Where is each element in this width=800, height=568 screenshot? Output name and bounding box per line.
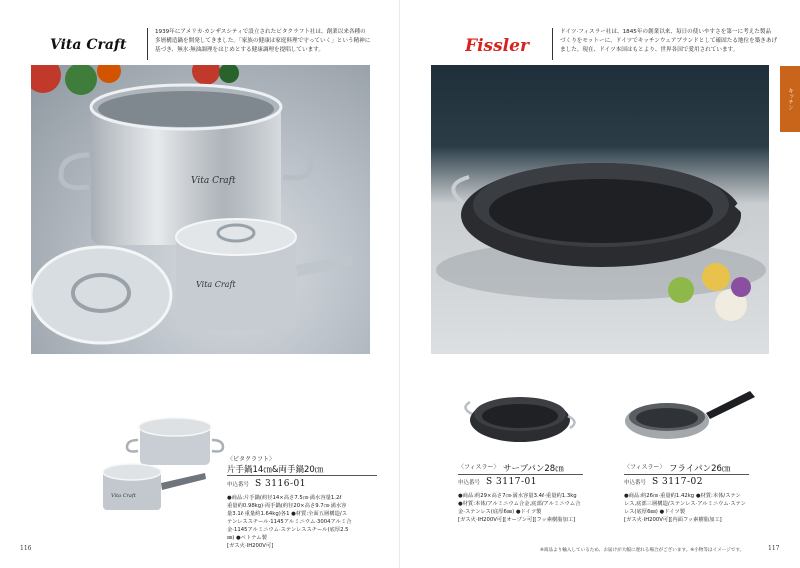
desc-line: ●材質:本体/アルミニウム合金,底部/アルミニウム合	[458, 501, 581, 507]
fissler-frying-pan-desc	[624, 492, 764, 524]
right-intro-text: ドイツ·フィスラー社は、1845年の創業以来、毎日の使いやすさを第一に考えた製品 づくりをモットーに、ドイツでキッチンウェアブランドとして確固たる地位を築きあげ ました。現在、ドイツ本国はもとより、世界各国で愛用されています。	[560, 29, 778, 53]
vitacraft-logo	[50, 34, 140, 54]
code-label: 申込番号	[624, 480, 647, 486]
desc-line: ●商品:約26㎝·重量約1.42kg ●材質:本体/ステン	[624, 493, 741, 499]
vitacraft-product-desc	[227, 494, 382, 550]
fissler-serve-pan-code-row	[458, 477, 537, 487]
desc-line: テンレススチール·1145アルミニウム·3004アルミ合	[227, 519, 352, 525]
desc-line: 金·1145アルミニウム·ステンレススチール(底厚2.5	[227, 527, 349, 533]
right-hero-photo	[431, 65, 769, 354]
product-name-rule	[227, 475, 377, 476]
product-name-rule	[624, 474, 749, 475]
desc-line: [ガス火·IH200V可][オーブン可][フッ素樹脂加工]	[458, 517, 576, 523]
code-label: 申込番号	[458, 480, 481, 486]
code-label: 申込番号	[227, 482, 250, 488]
vitacraft-logo-text: Vita Craft	[50, 37, 127, 53]
fissler-logo-text: Fissler	[465, 36, 529, 56]
left-page-number: 116	[20, 545, 32, 552]
desc-line: 量3.1ℓ·重量約1.64kg)各1 ●材質:全面五層構造/ス	[227, 511, 347, 517]
left-intro-divider	[147, 28, 148, 60]
product-name-rule	[458, 474, 583, 475]
desc-line: ㎜) ●ベトナム製	[227, 535, 267, 541]
vitacraft-product-brand: 〈ビタクラフト〉	[227, 456, 276, 463]
svg-text:Vita Craft: Vita Craft	[111, 493, 136, 499]
svg-text:Vita Craft: Vita Craft	[196, 280, 236, 289]
right-intro-divider	[552, 28, 553, 60]
desc-line: レス(底厚6㎜) ●ドイツ製	[624, 509, 686, 515]
product-code: S 3116-01	[255, 479, 306, 489]
fissler-logo	[465, 33, 535, 57]
fissler-serve-pan-name: サーブパン28㎝	[503, 464, 564, 474]
vitacraft-pot-set-image	[95, 415, 225, 520]
fissler-frying-pan-code-row	[624, 477, 703, 487]
fissler-frying-pan-image	[622, 385, 762, 453]
product-code: S 3117-02	[652, 477, 703, 487]
left-intro-text: 1939年にアメリカ·カンザスシティで設立されたビタクラフト社は、創業以来各種の 多層構造鍋を開発してきました。「家族の健康は家庭料理で守っていく」という精神に 基づき、無水·無油調理をはじめとする健康調理を提唱しています。	[155, 29, 371, 53]
category-side-tab: キッチン	[780, 66, 800, 132]
desc-line: レス,底部三層構造/ステンレス·アルミニウム·ステン	[624, 501, 746, 507]
fissler-serve-pan-image	[458, 382, 583, 452]
right-page-number: 117	[768, 545, 780, 552]
serve-pan-photo-illustration	[431, 65, 769, 354]
desc-line: [ガス火·IH200V可]	[227, 543, 274, 549]
cookware-photo-illustration	[31, 65, 370, 354]
disclaimer-note: ※商品より輸入しているため、お届けが大幅に遅れる場合がございます。※小物等はイメージです。	[540, 548, 745, 553]
fissler-frying-pan-name: フライパン26㎝	[669, 464, 731, 474]
desc-line: [ガス火·IH200V可][内面フッ素樹脂加工]	[624, 517, 722, 523]
svg-text:Vita Craft: Vita Craft	[191, 176, 236, 186]
desc-line: 重量約0.98kg)·両手鍋(約径20×高さ9.7㎝·満水容	[227, 503, 347, 509]
vitacraft-code-row	[227, 479, 306, 489]
fissler-serve-pan-desc	[458, 492, 598, 524]
product-code: S 3117-01	[486, 477, 537, 487]
desc-line: ●商品:約29×高さ7㎝·満水容量3.4ℓ·重量約1.3kg	[458, 493, 577, 499]
vitacraft-product-name: 片手鍋14㎝&両手鍋20㎝	[227, 465, 324, 475]
fissler-frying-pan-brand: 〈フィスラー〉	[624, 464, 666, 471]
left-hero-photo	[31, 65, 370, 354]
fissler-serve-pan-brand: 〈フィスラー〉	[458, 464, 500, 471]
desc-line: 金·ステンレス(底厚6㎜) ●ドイツ製	[458, 509, 542, 515]
desc-line: ●商品:片手鍋(約径14×高さ7.5㎝·満水容量1.2ℓ	[227, 495, 342, 501]
